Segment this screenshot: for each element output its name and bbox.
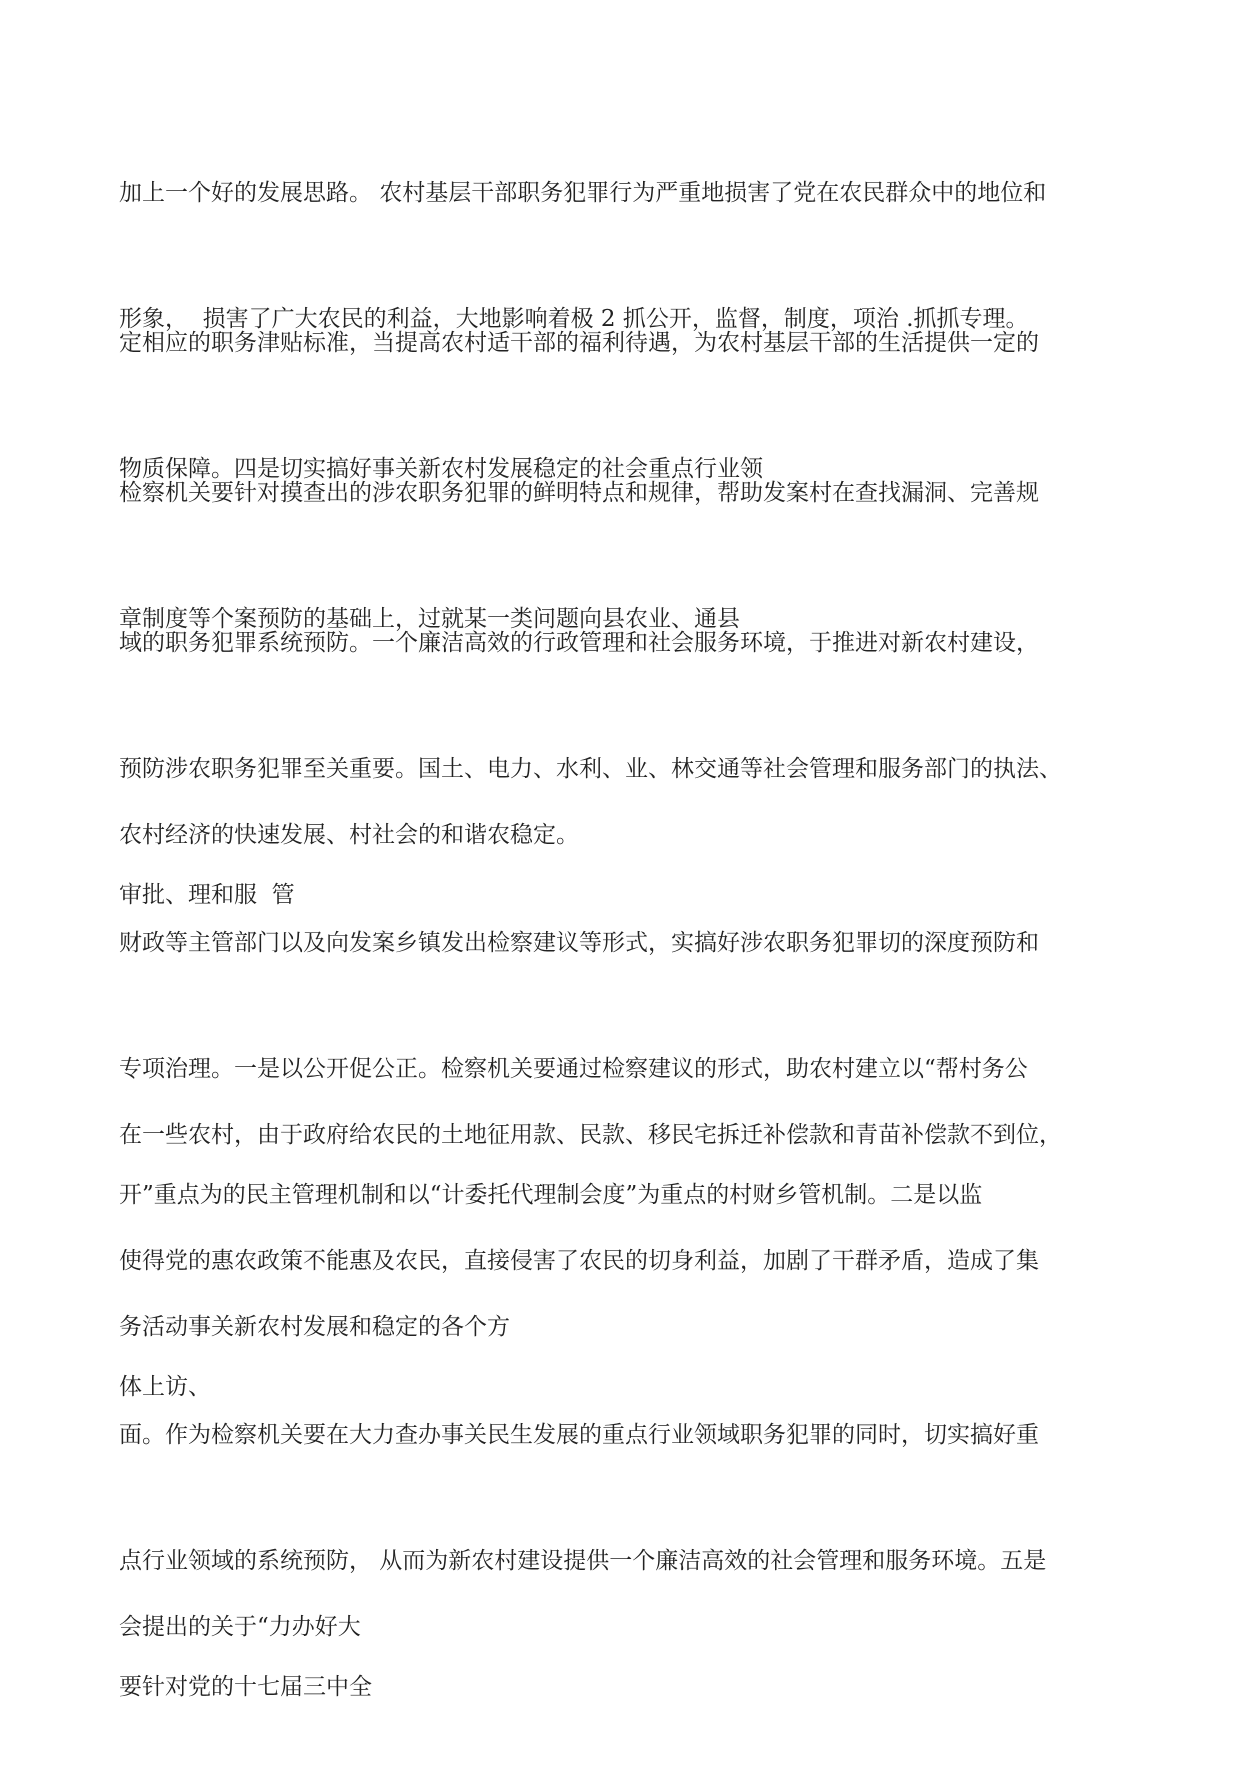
paragraph-line: 面。作为检察机关要在大力查办事关民生发展的重点行业领域职务犯罪的同时，切实搞好重: [119, 1422, 1039, 1448]
paragraph-line: 体上访、: [119, 1374, 211, 1400]
paragraph-10: [119, 1522, 1129, 1732]
paragraph-line: 点行业领域的系统预防， 从而为新农村建设提供一个廉洁高效的社会管理和服务环境。五是: [119, 1548, 1047, 1574]
paragraph-line: 定相应的职务津贴标准，当提高农村适干部的福利待遇，为农村基层干部的生活提供一定的: [119, 330, 1039, 356]
paragraph-line: 检察机关要针对摸查出的涉农职务犯罪的鲜明特点和规律，帮助发案村在查找漏洞、完善规: [119, 480, 1039, 506]
paragraph-line: 在一些农村，由于政府给农民的土地征用款、民款、移民宅拆迁补偿款和青苗补偿款不到位，: [119, 1122, 1062, 1148]
paragraph-line: 要针对党的十七届三中全: [119, 1674, 372, 1700]
paragraph-line: 务活动事关新农村发展和稳定的各个方: [119, 1314, 510, 1340]
paragraph-line: 章制度等个案预防的基础上，过就某一类问题向县农业、通县: [119, 606, 740, 632]
paragraph-line: 财政等主管部门以及向发案乡镇发出检察建议等形式，实搞好涉农职务犯罪切的深度预防和: [119, 930, 1039, 956]
paragraph-line: 农村经济的快速发展、村社会的和谐农稳定。: [119, 822, 579, 848]
paragraph-line: 使得党的惠农政策不能惠及农民，直接侵害了农民的切身利益，加剧了干群矛盾，造成了集: [119, 1248, 1039, 1274]
paragraph-line: 预防涉农职务犯罪至关重要。国土、电力、水利、业、林交通等社会管理和服务部门的执法、: [119, 756, 1062, 782]
paragraph-line: 物质保障。四是切实搞好事关新农村发展稳定的社会重点行业领: [119, 456, 763, 482]
paragraph-line: 会提出的关于“力办好大: [119, 1614, 361, 1640]
paragraph-line: 域的职务犯罪系统预防。一个廉洁高效的行政管理和社会服务环境，于推进对新农村建设，: [119, 630, 1039, 656]
paragraph-line: 加上一个好的发展思路。 农村基层干部职务犯罪行为严重地损害了党在农民群众中的地位和: [119, 180, 1047, 206]
paragraph-line: 专项治理。一是以公开促公正。检察机关要通过检察建议的形式，助农村建立以“帮村务公: [119, 1056, 1028, 1082]
paragraph-line: 审批、理和服 管: [119, 882, 295, 908]
paragraph-line: 形象， 损害了广大农民的利益，大地影响着极 2 抓公开，监督，制度，项治 .抓抓专理。: [119, 306, 1029, 332]
paragraph-line: 开”重点为的民主管理机制和以“计委托代理制会度”为重点的村财乡管机制。二是以监: [119, 1182, 983, 1208]
